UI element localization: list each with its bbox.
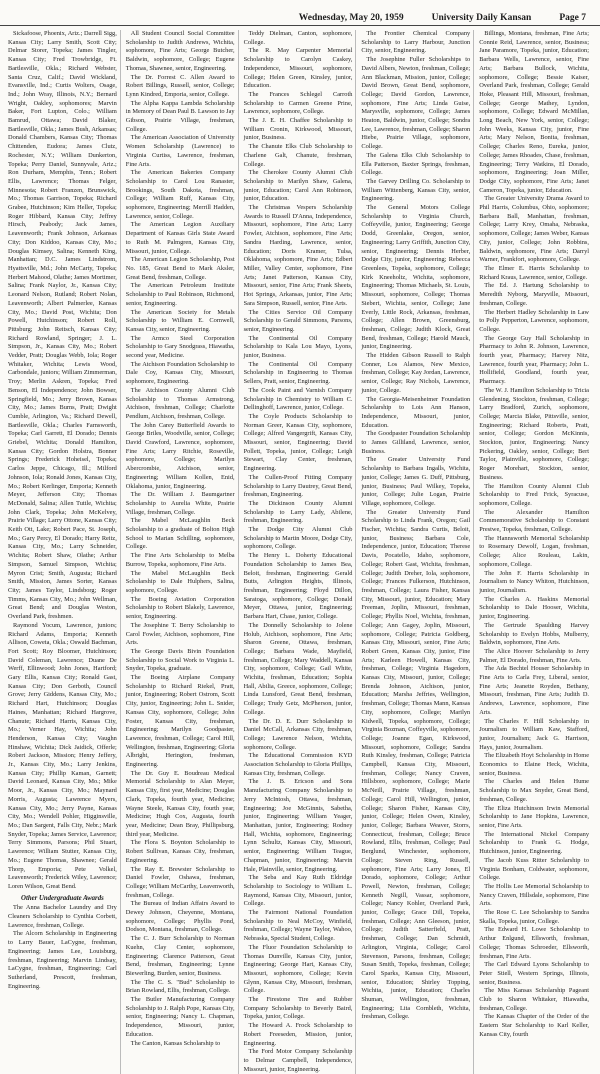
award-paragraph: The Charles A. Haskins Memorial Scholarship to Dale Hooser, Wichita, junior, Engineering. bbox=[479, 595, 589, 621]
award-paragraph: The Continental Oil Company Scholarship to Kala Lou Mayo, Lyons, junior, Business. bbox=[243, 334, 353, 360]
page-header bbox=[0, 0, 600, 26]
award-paragraph: The Ray E. Brewster Scholarship to Daniel Fowler, Oshawa, freshman, College; William McCarthy, Leavenworth, freshman, College. bbox=[125, 865, 235, 899]
award-paragraph: The Ed. J. Hartung Scholarship to Meredith Nyborg, Maryville, Missouri, freshman, College. bbox=[479, 282, 589, 307]
award-paragraph: The John F. Harris Scholarship in Journalism to Nancy Whiton, Hutchinson, junior, Journalism. bbox=[479, 569, 589, 594]
award-paragraph: Raymond Yocum, Lawrence, juniors; Richard Adams, Emporia; Kenneth Allison, Coweta, Okla.; Oswald Bachman, Fort Scott; Roy Bloomer, Hutchinson; David Coleman, Lawrence; Duane De Werff, Ellinwood; John Jones, Hartford; Gary Ellis, Kansas City; Ronald Gast, Kansas City; Don Gerboth, Council Grove; Jerry Giddens, Kansas City, Mo.; Richard Hart, Hutchinson; Douglas Haines, Manhattan; Richard Hargrove, Chanute; Richard Harris, Kansas City, Mo.; Verner Hay, Wichita; John Henderson, Kansas City; Vaughn Hinshaw, Wichita; Dick Jaidick, Offerle; Robert Jackson, Mission; Henry Jeffery, Jr., Kansas City, Mo.; Larry Jenkins, Kansas City; Phillip Kaman, Garnett; David Leonard, Kansas City, Mo.; Mike Moor, Jr., Kansas City, Mo.; Maynard Morris, Augusta; Lawrence Myers, Kansas City, Mo.; Jerry Payne, Kansas City, Mo.; Wendell Pohler, Higginsville, Mo.; Dan Sargent, Falls City, Nebr.; Mark Snyder, Topeka; James Service, Lawrence; Terry Simmons, Parsons; Phil Stuart, Lawrence; William Stutter, Kansas City, Mo.; Eugene Thomas, Shawnee; Gerald Thorp, Emporia; Pete Volkel, Leavenworth; Frederick Wiley, Lawrence; Loren Wilson, Great Bend. bbox=[8, 621, 117, 890]
award-paragraph: The Charles F. Hill Scholarship in Journalism to William Kaw, Stafford, junior, Journalism; Jack G. Harrison, Hays, junior, Journalism. bbox=[479, 717, 589, 751]
award-paragraph: The Edward H. Lowe Scholarship to Arthur Enlgund, Ellsworth, freshman, College; Thomas Schroeder, Ellsworth, freshman, Fine Arts. bbox=[479, 926, 589, 960]
award-paragraph: The American Legion Auxiliary Department of Kansas Girls State Award to Ruth M. Palmgren, Kansas City, Missouri, junior, College. bbox=[125, 221, 235, 255]
award-paragraph: The Donnelly Scholarship to Jolene Holub, Atchison, sophomore, Fine Arts; Sharon Greene, Ottawa, freshman, College; Barbara Wade, Mayfield, freshman, College; Mary Waddell, Kansas City, sophomore, College; Gail White, Wichita, freshman, Education; Sophia Hall, Abilia, Greece, sophomore, College; Linda Lunsford, Great Bend, freshman, College; Trudy Getz, McPherson, junior, College. bbox=[243, 621, 353, 716]
award-paragraph: The Rose C. Lee Scholarship to Sandra Skalla, Topeka, junior, College. bbox=[479, 909, 589, 925]
award-paragraph: The Continental Oil Company Scholarship in Engineering to Thomas Sellers, Pratt, senior, Engineering. bbox=[243, 360, 353, 386]
award-paragraph: The Elmer E. Harris Scholarship to Richard Kraus, Lawrence, senior, College. bbox=[479, 264, 589, 281]
award-paragraph: Billings, Montana, freshman, Fine Arts; Connie Reid, Lawrence, senior, Business; Jane Paramore, Topeka, junior, Education; Barbara Wells, Lawrence, senior, Fine Arts; Barbara Bullock, Wichita, sophomore, College; Bessie Kaiser, Overland Park, freshman, College; Gerald Hoke, Pleasant Hill, Missouri, freshman, College; George Mathey, Lyndon, sophomore, College; Edward McMillan, Long Beach, New York, senior, College; John Weeks, Kansas City, junior, Fine Arts; Mary Nelson, Bonita, freshman, College; Charles Reno, Eureka, junior, College; James Rhoades, Chase, freshman, Engineering; Terry Watkins, El Dorado, sophomore, Engineering; Joan Miller, Dodge City, sophomore, Fine Arts; Janet Cameron, Topeka, junior, Education. bbox=[479, 30, 589, 194]
award-paragraph: The Frances Schlegel Carroth Scholarship to Carmen Greene Prine, Lawrence, sophomore, College. bbox=[243, 90, 353, 116]
award-paragraph: The Hannsworth Memorial Scholarship to Rosemary Dewolf, Logan, freshman, College; Alice Rouleau, Lakin, sophomore, College. bbox=[479, 534, 589, 568]
award-paragraph: The Chanute Elks Club Scholarship to Charlene Galt, Chanute, freshman, College. bbox=[243, 143, 353, 168]
award-paragraph: The Flora S. Boynton Scholarship to Robert Sullivan, Kansas City, freshman, Engineering. bbox=[125, 839, 235, 864]
award-paragraph: The Henry L. Doherty Educational Foundation Scholarship to James Bea, Beloit, freshman, Engineering; Gerald Butts, Arlington Heights, Illinois, freshman, Engineering; Floyd Dillon, Saratoga, sophomore, College; Donald Meyer, Ottawa, junior, Engineering; Barbara Hart, Chase, junior, College. bbox=[243, 552, 353, 621]
award-paragraph: The Elizabeth Hoyt Scholarship in Home Economics to Elaine Heck, Wichita, senior, Business. bbox=[479, 752, 590, 777]
award-paragraph: The Armco Steel Corporation Scholarship to Gary Snodgrass, Hiawatha, second year, Medicine. bbox=[125, 334, 235, 360]
award-paragraph: The American Association of University Women Scholarship (Lawrence) to Virginia Curtiss, Lawrence, freshman, Fine Arts. bbox=[125, 134, 235, 168]
award-paragraph: The Greater University Fund Scholarship to Barbara Ingalls, Wichita, junior, College; James G. Duff, Pittsburg, junior, Business; Paul Wilkey, Topeka, junior, College; Julie Logan, Prairie Village, sophomore, College. bbox=[361, 456, 471, 507]
award-paragraph: The Frontier Chemical Company Scholarship to Larry Harbour, Junction City, senior, Engineering. bbox=[361, 30, 471, 55]
award-paragraph: The American Legion Scholarship, Post No. 185, Great Bend to Mark Aksler, Great Bend, freshman, College. bbox=[125, 256, 235, 281]
award-paragraph: The Dr. William J. Baumgartner Scholarship to Aurelia White, Prairie Village, freshman, College. bbox=[125, 491, 235, 516]
header-page-number: Page 7 bbox=[559, 13, 586, 23]
award-paragraph: The Hamilton County Alumni Club Scholarship to Fred Frick, Syracuse, sophomore, College. bbox=[479, 482, 589, 507]
header-publication: University Daily Kansan bbox=[431, 13, 532, 23]
award-paragraph: The Canton, Kansas Scholarship to bbox=[130, 1039, 221, 1047]
column bbox=[126, 30, 239, 1074]
award-paragraph: The Garvey Drilling Co. Scholarship to William Wittenberg, Kansas City, senior, Engineering. bbox=[361, 177, 471, 203]
award-paragraph: The Greater University Fund Scholarship to Linda Frank, Oregon; Gail Fischer, Wichita; Sandra Curtis, Beloit, junior, Business; Barbara Cole, Independence, junior, Education; Therese Davis, Pocatello, Idaho, sophomore, College; Robert Gast, Wichita, freshman, College; Judith Dreher, Iola, sophomore, College; Frances Fulkerson, Hutchinson, freshman, College; Laura Fisher, Kansas City, Missouri, junior, Education; Mary Freeman, Joplin, Missouri, freshman, College; Phyllis Noel, Wichita, freshman, College; Ann Gagey, Joplin, Missouri, sophomore, College; Patricia Goldberg, Kansas City, Missouri, senior, Fine Arts; Robert Green, Kansas City, junior, Fine Arts; Karleen Howell, Kansas City, freshman, College; Virginia Hagedorn, Kansas City, Missouri, junior, College; Brenda Johnson, Atchison, junior, Education; Marsha Jeffries, Wellington, freshman, College; Thomas Mann, Kansas City, sophomore, College; Marilyn Kidwell, Topeka, sophomore, College; Virginia Bozman, Coffeyville, sophomore, College; Joanne Egan, Kirkwood, Missouri, sophomore, College; Sandra Ruth Kinsley, freshman, College; Patricia Campbell, Kansas City, Missouri, freshman, College; Nancy Craven, Hillsboro, sophomore, College; Marie McNeill, Prairie Village, freshman, College; Carol Hill, Wellington, junior, College; Sharon Fisher, Kansas City, junior, College; Helen Owen, Kinsley, junior, College; Barbara Weaver, Storrs, Connecticut, freshman, College; Bruce Rowland, Ellis, freshman, College; Paul Berglund, Winchester, sophomore, College; Steven Ring, Russell, sophomore, Fine Arts; Larry Jones, El Dorado, sophomore, College; Arthur Powell, Newton, freshman, College; Kenneth Negill, Vassar, sophomore, College; Nancy Kohler, Overland Park, junior, College; Grace Dill, Topeka, freshman, College; Ann Gleeson, junior, College; Judith Satterfield, Pratt, freshman, College; Dan Schmidt, Arlington, Virginia, College; Carol Stevenson, Parsons, freshman, College; Susan Smith, Topeka, freshman, College; Carol Sparks, Kansas City, Missouri, senior, Education; Shirley Topping, Wichita, junior, Education; Charles Shuman, Wellington, freshman, Engineering; Lita Cornbleth, Wichita, freshman, College. bbox=[361, 508, 471, 1021]
award-paragraph: The American Bakeries Company Scholarship to Carol Lou Ranaster, Brookings, South Dakota, freshman, College; William Ruff, Kansas City, sophomore, Engineering; Merrill Hadden, Lawrence, senior, College. bbox=[125, 169, 235, 220]
award-paragraph: The Anna Bachelor Laundry and Dry Cleaners Scholarship to Cynthia Corbett, Lawrence, freshman, College. bbox=[8, 904, 117, 929]
award-paragraph: The Alexander Hamilton Commemorative Scholarship to Constant Prestwe, Topeka, freshman, College. bbox=[479, 508, 589, 534]
award-paragraph: The Josephine T. Berry Scholarship to Carol Fowler, Atchison, sophomore, Fine Arts. bbox=[125, 621, 235, 647]
award-paragraph: The Educational Commission KYD Association Scholarship to Gloria Phillips, Kansas City, freshman, College. bbox=[243, 752, 353, 777]
award-paragraph: The Christmas Vespers Scholarship Awards to Russell D'Anna, Independence, Missouri, sophomore, Fine Arts; Larry Fowler, Atchison, sophomore, Fine Arts; Sandra Harding, Lawrence, senior, Education; Doris Kramer, Tulsa, Oklahoma, sophomore, Fine Arts; Edbert Miller, Valley Center, sophomore, Fine Arts; Janet Patterson, Kansas City, Missouri, senior, Fine Arts; Frank Sheets, Hot Springs, Arkansas, junior, Fine Arts; Sara Simpson, Russell, senior, Fine Arts. bbox=[243, 204, 353, 307]
award-paragraph: The R. May Carpenter Memorial Scholarship to Carolyn Caskey, Independence, Missouri, sophomore, College; Helen Green, Kinsley, junior, Education. bbox=[243, 47, 353, 90]
award-paragraph: The Charles and Helen Hume Scholarship to Max Snyder, Great Bend, freshman, College. bbox=[479, 778, 589, 803]
award-paragraph: The Herbert Hadley Scholarship in Law to Polly Pepperton, Lawrence, sophomore, College. bbox=[479, 308, 589, 333]
award-paragraph: The Alcorn Scholarship in Engineering to Larry Bauer, LaCygne, freshman, Engineering; James Lee, Louisburg, freshman, Engineering; Marvin Lindsay, LaCygne, freshman, Engineering; Carl Sutherland, Prescott, freshman, Engineering. bbox=[8, 930, 117, 990]
award-paragraph: The Hollis Lee Memorial Scholarship to Nancy Craven, Hillsdale, sophomore, Fine Arts. bbox=[479, 882, 589, 908]
award-paragraph: The Galena Elks Club Scholarship to Ella Patterson, Baxter Springs, freshman, College. bbox=[361, 151, 471, 177]
column bbox=[244, 30, 357, 1074]
award-paragraph: The The C. S. "Bud" Scholarship to Brian Rowland, Ellis, freshman, College. bbox=[125, 978, 235, 995]
award-paragraph: The Gertrude Spaulding Harvey Scholarship to Evelyn Hobbs, Mulberry, Baldwin, sophomore, Fine Arts. bbox=[479, 621, 589, 647]
award-paragraph: The Greater University Drama Award to Phil Harris, Columbus, Ohio, sophomore; Barbara Ball, Manhattan, freshman, College; Larry Krey, Omaha, Nebraska, sophomore, College; James Weber, Kansas City, junior, College; John Robbins, Baldwin, sophomore, Fine Arts; Darryl Warner, Frankfort, sophomore, College. bbox=[479, 195, 589, 264]
award-paragraph: The George Guy Hall Scholarship in Pharmacy to John R. Johnson, Lawrence, fourth year, Pharmacy; Harvey Nitz, Lawrence, fourth year, Pharmacy; John L. Hollifield, Goodland, fourth year, Pharmacy. bbox=[479, 334, 589, 386]
award-paragraph: The Butler Manufacturing Company Scholarship to J. Ralph Pope, Kansas City, senior, Engineering; Nancy L. Chapman, Independence, Missouri, junior, Education. bbox=[125, 996, 235, 1038]
award-paragraph: Teddy Dielman, Canton, sophomore, College. bbox=[243, 30, 353, 46]
award-paragraph: The Cook Paint and Varnish Company Scholarship in Chemistry to William C. Dellinghoff, Lawrence, junior, College. bbox=[243, 386, 353, 412]
award-paragraph: The Georgia-Meisenheimer Foundation Scholarship to Lois Ann Hanson, Independence, Missouri, junior, Education. bbox=[361, 395, 471, 429]
column bbox=[8, 30, 121, 1074]
award-paragraph: Sickafoose, Phoenix, Ariz.; Darrell Sigg, Kansas City; Larry Smith, Scott City; Delmar Storer, Topeka; James Tingler, Kansas City; Fred Trowbridge, Ft. Bartlesville, Okla.; Richard Webster, Santa Cruz, Calif.; David Wickland, Evansville, Ind.; Curtis Wolters, Osage, Ind.; John Wray, Illinois, N.Y.; Bernard Wright, Oakley, sophomores; Marvin Baker, Fort Lupton, Colo.; William Bamrud, Ottawa; David Blaker, Bartlesville, Okla.; James Bush, Arkansas; Donald Chambers, Kansas City; Thomas Chittenden, Eudora; James Clutz, Rochester, N.Y.; William Dunkerton, Topeka; Perry Daniel, Sunnyvale, Ariz.; Ron Durham, Memphis, Tenn.; Robert Ellis, Lawrence; Thomas Felger, Minnesota; Robert Franzen, Brunswick, Mo.; Thomas Garrison, Topeka; Richard Grabee, Hutchinson; Kim Heller, Topeka; Roger Hibbard, Kansas City; Jeffrey Hirsch, Peabody; Jack James, Leavenworth; Frank Johnson, Arkansas City; Don Kiddoo, Kansas City, Mo.; Douglas Kimsey, Salina; Kenneth King, Manhattan; D.C. James Lindstrom, Hyattsville, Md.; John McCarty, Topeka; Herbert Mahood, Olathe; James Mortimer, Salina; Frank Naylor, Jr., Kansas City; Leonard Nelson, Rutland; Robert Nolan, Leavenworth; Albert Palmerlee, Kansas City, Mo.; David Post, Wichita; Don Powell, Hutchinson; Robert Roll, Pittsburg; John Reitsch, Kansas City; Richard Rowland, Springer; J. L. Simpson, Jr., Kansas City, Mo.; Robert Vedder, Pratt; Douglas Webb, Iola; Roger Whitaker, Wichita; Lewis Wood, Carbondale, juniors; William Zimmerman, Troy; Merlin Askren, Topeka; Fred Benson, El Independence; John Bowser, Springfield, Mo.; Jerry Brown, Kansas City, Mo.; James Burns, Pratt; Dwight Cumble, Arlington, Va.; Richard Dewell, Bartlesville, Okla.; Charles Farnsworth, Topeka; Carl Garrett, El Dorado; Dennis Griebel, Wichita; Donald Hamilton, Kansas City; Gordon Holstra, Bonner Springs; Frederick Hoheisel, Topeka; Carlos Jeppe, Chicago, Ill.; Milford Johnson, Iola; Ronald Jones, Kansas City, Mo.; Robert Kerlinger, Emporia; Kenneth Meyer, Jefferson City; Thomas McDonald, Salina; Allen Tuttle, Wichita; John Clark, Topeka; John McKelvey, Prairie Village; Larry Ottone, Kansas City; Keith Ott, Lake; Robert Pace, St. Joseph, Mo.; Gary Percy, El Dorado; Harry Reitz, Kansas City, Mo.; Larry Schneider, Wichita; Robert Shaw, Olathe; Arthur Simpson, Samuel Simpson, Wichita; Myron Crist; Smith, Augusta; Richard Smith, Mission, James Sorter, Kansas City; James Taylor, Lindsborg; Roger Timms, Kansas City, Mo.; John Wellman, Great Bend; and Douglas Weston, Overland Park, freshmen. bbox=[8, 30, 117, 621]
award-paragraph: The Alpha Kappa Lambda Scholarship in Memory of Dean Paul B. Lawson to Jay Gibson, Prairie Village, freshman, College. bbox=[125, 99, 235, 133]
award-paragraph: The Howard A. Frock Scholarship to Robert Freeseden, Mission, junior, Engineering. bbox=[243, 1022, 353, 1047]
award-paragraph: The John Carey Butterfield Awards to George Briles, Woodville, senior, College; David Crawford, Lawrence, sophomore, Fine Arts; Larry Ritchie, Roseville, sophomore, College; Marilyn Abercrombie, Atchison, senior, Engineering; William Kollen, Enid, Oklahoma, junior, Engineering. bbox=[125, 421, 235, 490]
award-paragraph: The Jacob Kuss Ritter Scholarship to Virginia Bonham, Coldwater, sophomore, College. bbox=[479, 856, 589, 882]
award-paragraph: All Student Council Social Committee Scholarship to Judith Andrews, Wichita, sophomore, Fine Arts; George Butcher, Baldwin, sophomore, College; Eugene Thomas, Shawnee, senior, Engineering. bbox=[125, 30, 235, 72]
award-paragraph: The Coyle Products Scholarship to Norman Greer, Kansas City, sophomore, College; Alfred Vangergrift, Kansas City, Missouri, senior, Engineering; David Pollett, Topeka, junior, College; Leigh Stewart, Clay Center, freshman, Engineering. bbox=[243, 412, 353, 473]
award-paragraph: The Hidden Gibson Russell to Ralph Conner, Los Alamos, New Mexico, freshman, College; Kay Jordan, Lawrence, senior, College; Ray Nichols, Lawrence, junior, College. bbox=[361, 352, 471, 394]
award-paragraph: The International Nickel Company Scholarship to Frank G. Hodge, Hutchinson, junior, Engineering. bbox=[479, 830, 589, 856]
award-paragraph: The Josephine Fuller Scholarships to David Albers, Newton, freshman, College; Ann Blackman, Mission, junior, College; David Brown, Great Bend, sophomore, College; David Gordon, Lawrence, sophomore, Fine Arts; Linda Guise, Marysville, sophomore, College; James Heaton, Baldwin, junior, College; Sondra Lee, Lawrence, freshman, College; Sharon Hiebe, Prairie Village, sophomore, College. bbox=[361, 56, 471, 151]
column bbox=[479, 30, 592, 1074]
award-paragraph: The C. J. Burr Scholarship to Norman Kuehn, Clay Center, sophomore, Engineering; Clarence Patterson, Great Bend, freshman, Engineering; Lynne Biewerling, Burden, senior, Business. bbox=[125, 935, 235, 977]
award-paragraph: The W. J. Hamilton Scholarship to Tricia Glendening, Stockton, freshman, College; Larry Bradford, Zurich, sophomore, College; Marcia Blake, Pittsville, senior, Engineering; Richard Roberts, Pratt, senior, College; Gordon McKinnis, Stockton, junior, Engineering; Nancy Pickering, Oakley, senior, College; Bert Taylor, Plainville, sophomore, College; Roger Morehart, Stockton, senior, Business. bbox=[479, 386, 589, 481]
award-paragraph: The Dr. D. E. Durr Scholarship to Daniel McCall, Arkansas City, freshman, College; Lawrence Nelson, Wichita, sophomore, College. bbox=[243, 717, 353, 751]
award-paragraph: The Fine Arts Scholarship to Melba Burrow, Topeka, sophomore, Fine Arts. bbox=[125, 552, 235, 568]
award-paragraph: The Ford Motor Company Scholarship to Delmar Campbell, Independence, Missouri, junior, Engineering. bbox=[243, 1048, 353, 1073]
award-paragraph: The J. B. Ericson and Sons Manufacturing Company Scholarship to Jerry McIntosh, Ottawa, freshman, Engineering; Joe McGinnis, Sabetha, junior, Engineering; William Yeager, Manhattan, junior, Engineering; Rodney Hall, Wichita, sophomore, Engineering; Lynn Schultz, Kansas City, Missouri, senior, Engineering; William Teague, Chapman, junior, Engineering; Marvin Hale, Plainville, senior, Engineering. bbox=[243, 778, 353, 873]
award-paragraph: The Boeing Aviation Corporation Scholarship to Robert Blakely, Lawrence, senior, Engineering. bbox=[125, 595, 235, 621]
award-paragraph: The Atchison Foundation Scholarship to Dale Coy, Kansas City, Missouri, sophomore, Engineering. bbox=[125, 360, 235, 386]
award-paragraph: The Seba and Kay Ruth Eldridge Scholarship to Sociology to William L. Raymond, Kansas City, Missouri, junior, College. bbox=[243, 874, 353, 908]
header-date: Wednesday, May 20, 1959 bbox=[298, 13, 404, 23]
award-paragraph: The Dodge City Alumni Club Scholarship to Martin Moore, Dodge City, sophomore, College. bbox=[243, 526, 353, 551]
award-paragraph: The Fairmont National Foundation Scholarship to Neal McCoy, Winfield, freshman, College; Wayne Taylor, Wahoo, Nebraska, Special Student, College. bbox=[243, 909, 353, 943]
award-paragraph: The Dr. Forrest C. Allen Award to Robert Billings, Russell, senior, College; Lynn Kindred, Emporia, senior, College. bbox=[125, 73, 235, 98]
award-paragraph: The Eliza Hutchinson Irwin Memorial Scholarship to Jane Hopkins, Lawrence, senior, Fine Arts. bbox=[479, 804, 589, 829]
award-paragraph: The Atchison County Alumni Club Scholarship to Thomas Armstrong, Atchison, freshman, College; Charlotte Pendlum, Atchison, freshman, College. bbox=[125, 386, 235, 420]
award-paragraph: The Fluor Foundation Scholarship to Thomas Dunville, Kansas City, junior, Engineering; George Hart, Kansas City, Missouri, sophomore, College; Kevin Glynn, Kansas City, Missouri, freshman, College. bbox=[243, 943, 353, 995]
award-paragraph: The Mabel McLaughlin Beck Scholarship to a graduate of Bolton High School to Marian Schilling, sophomore, College. bbox=[125, 517, 235, 551]
award-paragraph: The Cherokee County Alumni Club Scholarship to Marilyn Shaw, Galena, junior, Education; Carol Ann Robinson, junior, Education. bbox=[243, 169, 353, 203]
award-paragraph: The Cullen-Proof Fitting Company Scholarship to Larry Dautrey, Great Bend, freshman, Engineering. bbox=[243, 473, 353, 499]
award-paragraph: The Dickinson County Alumni Scholarship to Larry Lady, Abilene, freshman, Engineering. bbox=[243, 499, 353, 525]
award-paragraph: The Ada Bechtel Houser Scholarship in Fine Arts to Carla Frey, Liberal, senior, Fine Arts; Jeanette Royden, Bethany, Missouri, freshman, Fine Arts; Judith D. Andrews, Lawrence, sophomore, Fine Arts. bbox=[479, 665, 589, 716]
award-paragraph: The General Motors College Scholarship to Virginia Church, Coffeyville, junior, Engineering; George Dodd, Greenlake, Oregon, senior, Engineering; Larry Griffith, Junction City, senior, Engineering; Dennis Herber, Dodge City, junior, Engineering; Rebecca Greenlees, Topeka, sophomore, College; Kirk Kneeholtz, Wichita, sophomore, Engineering; Thomas Michaels, St. Louis, Missouri, sophomore, College; Thomas Siebert, Wichita, senior, College; Jane Everly, Little Rock, Arkansas, freshman, College; Allen Brown, Greensburg, freshman, College; Judith Klock, Great Bend, freshman, College; Harold Mauck, junior, Engineering. bbox=[361, 204, 471, 351]
award-paragraph: The Alice Hoover Scholarship to Jerry Palmer, El Dorado, freshman, Fine Arts. bbox=[479, 647, 589, 664]
award-paragraph: The George Davis Bivin Foundation Scholarship to Social Work to Virginia L. Snyder, Topeka, graduate. bbox=[125, 647, 235, 673]
award-paragraph: The Carl Edward Lyons Scholarship to Peter Stiell, Western Springs, Illinois, senior, Business. bbox=[479, 961, 589, 986]
award-paragraph: The Miss Kansas Scholarship Pageant Club to Sharon Whitaker, Hiawatha, freshman, College. bbox=[479, 987, 589, 1012]
section-heading: Other Undergraduate Awards bbox=[21, 894, 104, 902]
award-paragraph: The Dr. Guy E. Boudreau Medical Memorial Scholarship to Alan Meyer, Kansas City, first year, Medicine; Douglas Clark, Topeka, fourth year, Medicine; Wayne Steele, Kansas City, fourth year, Medicine; Hugh Cox, Augusta, fourth year, Medicine; Dean Bray, Phillipsburg, third year, Medicine. bbox=[125, 769, 235, 838]
award-paragraph: The American Society for Metals Scholarship to William E. Cornwell, Kansas City, senior, Engineering. bbox=[125, 308, 235, 333]
award-paragraph: The J. E. H. Chaffee Scholarship to William Cronin, Kirkwood, Missouri, junior, Business. bbox=[243, 117, 353, 142]
award-paragraph: The American Petroleum Institute Scholarship to Paul Robinson, Richmond, senior, Engineering. bbox=[125, 282, 235, 307]
award-paragraph: The Goodpaster Foundation Scholarship to James Gilliland, Lawrence, senior, Business. bbox=[361, 430, 471, 455]
award-paragraph: The Kansas Chapter of the Order of the Eastern Star Scholarship to Karl Keller, Kansas City, fourth bbox=[479, 1013, 589, 1038]
article-columns bbox=[8, 30, 592, 1073]
award-paragraph: The Firestone Tire and Rubber Company Scholarship to Beverly Baird, Topeka, junior, College. bbox=[243, 996, 353, 1021]
award-paragraph: The Mabel McLaughlin Beck Scholarship to Dale Hulphers, Salina, sophomore, College. bbox=[125, 569, 235, 594]
award-paragraph: The Boeing Airplane Company Scholarship to Richard Riekel, Pratt, junior, Engineering; Robert Ostrom, Scott City, junior, Engineering; John L. Snider, Kansas City, sophomore, College; John Foster, Kansas City, freshman, Engineering; Marilyn Goodpaster, Lawrence, freshman, College; Carol Hill, Wellington, freshman, Engineering; Gloria Albright, Herington, freshman, Engineering. bbox=[125, 674, 235, 769]
column bbox=[361, 30, 474, 1074]
award-paragraph: The Bureau of Indian Affairs Award to Dewey Johnson, Cheyenne, Montana, sophomore, College; Phyllis Pond, Dodson, Montana, freshman, College. bbox=[125, 900, 235, 934]
award-paragraph: The Cities Service Oil Company Scholarship to Gerald Simmons, Parsons, senior, Engineering. bbox=[243, 308, 353, 333]
